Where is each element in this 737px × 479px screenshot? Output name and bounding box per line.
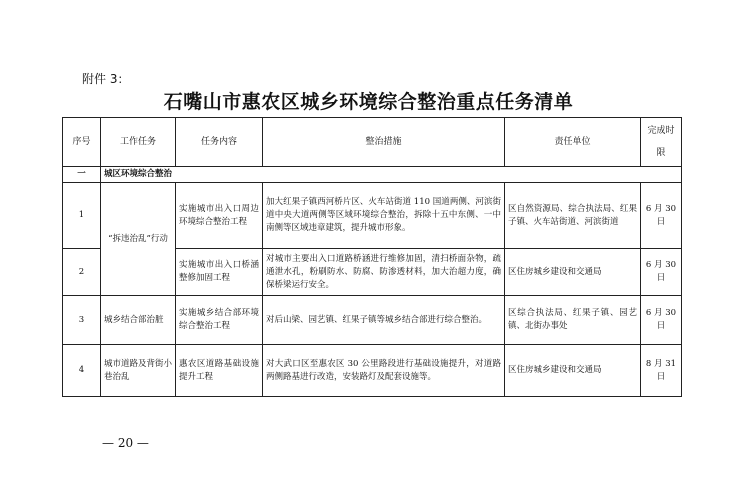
- row-work-task: 城乡结合部治脏: [101, 296, 176, 345]
- row-deadline: 8 月 31 日: [641, 345, 682, 397]
- table-row: [63, 345, 682, 397]
- row-work-task: “拆违治乱”行动: [101, 183, 176, 296]
- row-deadline: 6 月 30 日: [641, 249, 682, 296]
- row-content: 实施城市出入口桥涵整修加固工程: [176, 249, 263, 296]
- row-content: 惠农区道路基础设施提升工程: [176, 345, 263, 397]
- section-no: 一: [63, 167, 101, 183]
- row-deadline: 6 月 30 日: [641, 296, 682, 345]
- row-measures: 对后山梁、园艺镇、红果子镇等城乡结合部进行综合整治。: [263, 296, 505, 345]
- table-row: [63, 183, 682, 249]
- row-unit: 区住房城乡建设和交通局: [505, 345, 641, 397]
- document-title: 石嘴山市惠农区城乡环境综合整治重点任务清单: [163, 91, 574, 113]
- page-number: — 20 —: [102, 436, 149, 450]
- row-measures: 加大红果子镇西河桥片区、火车站街道 110 国道两侧、河滨街道中央大道两侧等区域环境综合整治，拆除十五中东侧、一中南侧等区域违章建筑，提升城市形象。: [263, 183, 505, 249]
- table-row: [63, 296, 682, 345]
- row-no: 4: [63, 345, 101, 397]
- table-header-row: [63, 118, 682, 167]
- row-content: 实施城乡结合部环境综合整治工程: [176, 296, 263, 345]
- row-measures: 对城市主要出入口道路桥涵进行维修加固，清扫桥面杂物，疏通泄水孔，粉刷防水、防腐、防渗透材料，加大治超力度，确保桥梁运行安全。: [263, 249, 505, 296]
- section-title: 城区环境综合整治: [101, 167, 682, 183]
- row-unit: 区综合执法局、红果子镇、园艺镇、北街办事处: [505, 296, 641, 345]
- section-row: [63, 167, 682, 183]
- header-work-task: 工作任务: [101, 118, 176, 167]
- row-no: 2: [63, 249, 101, 296]
- header-no: 序号: [63, 118, 101, 167]
- header-deadline: 完成时限: [641, 118, 682, 167]
- header-unit: 责任单位: [505, 118, 641, 167]
- row-content: 实施城市出入口周边环境综合整治工程: [176, 183, 263, 249]
- task-table: [62, 117, 682, 397]
- row-no: 1: [63, 183, 101, 249]
- row-no: 3: [63, 296, 101, 345]
- row-unit: 区住房城乡建设和交通局: [505, 249, 641, 296]
- row-work-task: 城市道路及背街小巷治乱: [101, 345, 176, 397]
- row-unit: 区自然资源局、综合执法局、红果子镇、火车站街道、河滨街道: [505, 183, 641, 249]
- header-content: 任务内容: [176, 118, 263, 167]
- attachment-label: 附件 3：: [82, 72, 130, 86]
- row-measures: 对大武口区至惠农区 30 公里路段进行基础设施提升，对道路两侧路基进行改造，安装路灯及配套设施等。: [263, 345, 505, 397]
- header-measures: 整治措施: [263, 118, 505, 167]
- row-deadline: 6 月 30 日: [641, 183, 682, 249]
